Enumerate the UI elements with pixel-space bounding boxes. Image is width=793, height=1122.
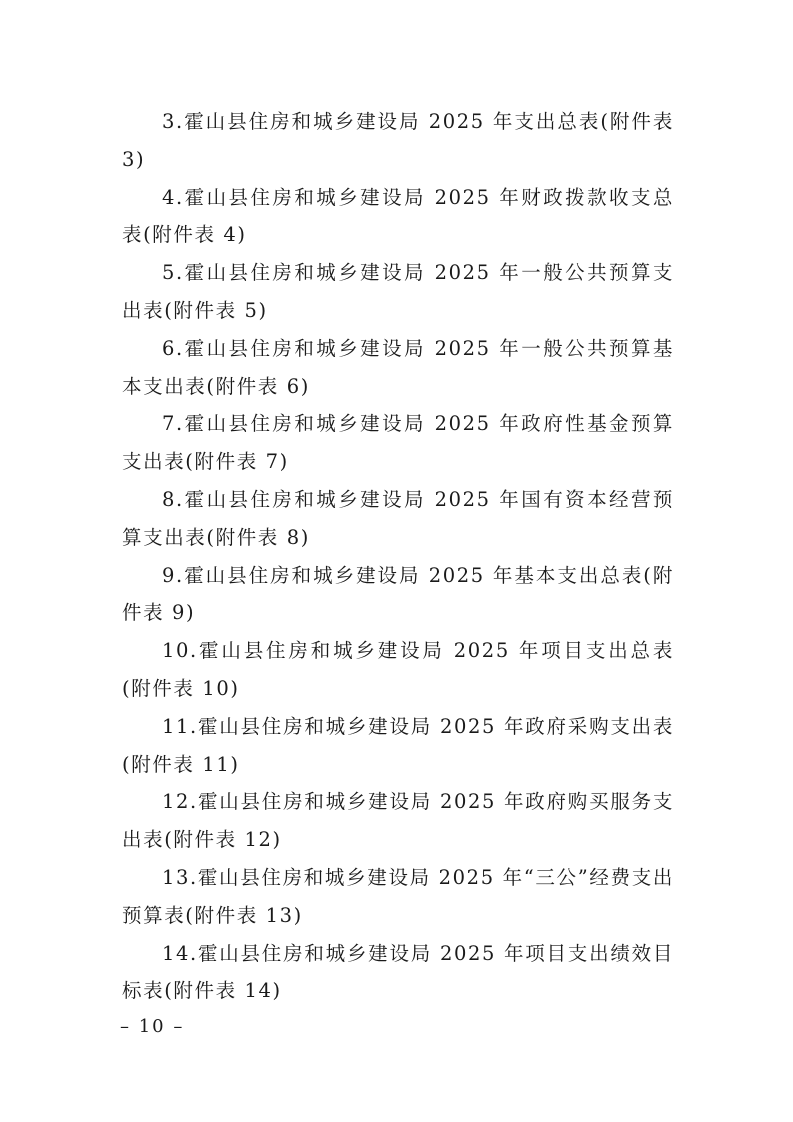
- list-item: 9.霍山县住房和城乡建设局 2025 年基本支出总表(附件表 9): [122, 563, 674, 625]
- list-item: 4.霍山县住房和城乡建设局 2025 年财政拨款收支总表(附件表 4): [122, 185, 674, 247]
- list-item: 6.霍山县住房和城乡建设局 2025 年一般公共预算基本支出表(附件表 6): [122, 336, 674, 398]
- list-item: 13.霍山县住房和城乡建设局 2025 年“三公”经费支出预算表(附件表 13): [122, 865, 674, 927]
- list-item: 7.霍山县住房和城乡建设局 2025 年政府性基金预算支出表(附件表 7): [122, 412, 674, 474]
- list-item: 5.霍山县住房和城乡建设局 2025 年一般公共预算支出表(附件表 5): [122, 261, 674, 322]
- list-item: 3.霍山县住房和城乡建设局 2025 年支出总表(附件表 3): [122, 110, 674, 171]
- list-item: 8.霍山县住房和城乡建设局 2025 年国有资本经营预算支出表(附件表 8): [122, 487, 674, 549]
- list-item: 11.霍山县住房和城乡建设局 2025 年政府采购支出表(附件表 11): [122, 714, 674, 776]
- list-item: 14.霍山县住房和城乡建设局 2025 年项目支出绩效目标表(附件表 14): [122, 941, 674, 1003]
- attachment-list: [122, 103, 674, 1010]
- page-number: – 10 –: [120, 1016, 185, 1037]
- list-item: 10.霍山县住房和城乡建设局 2025 年项目支出总表(附件表 10): [122, 639, 674, 700]
- list-item: 12.霍山县住房和城乡建设局 2025 年政府购买服务支出表(附件表 12): [122, 790, 674, 852]
